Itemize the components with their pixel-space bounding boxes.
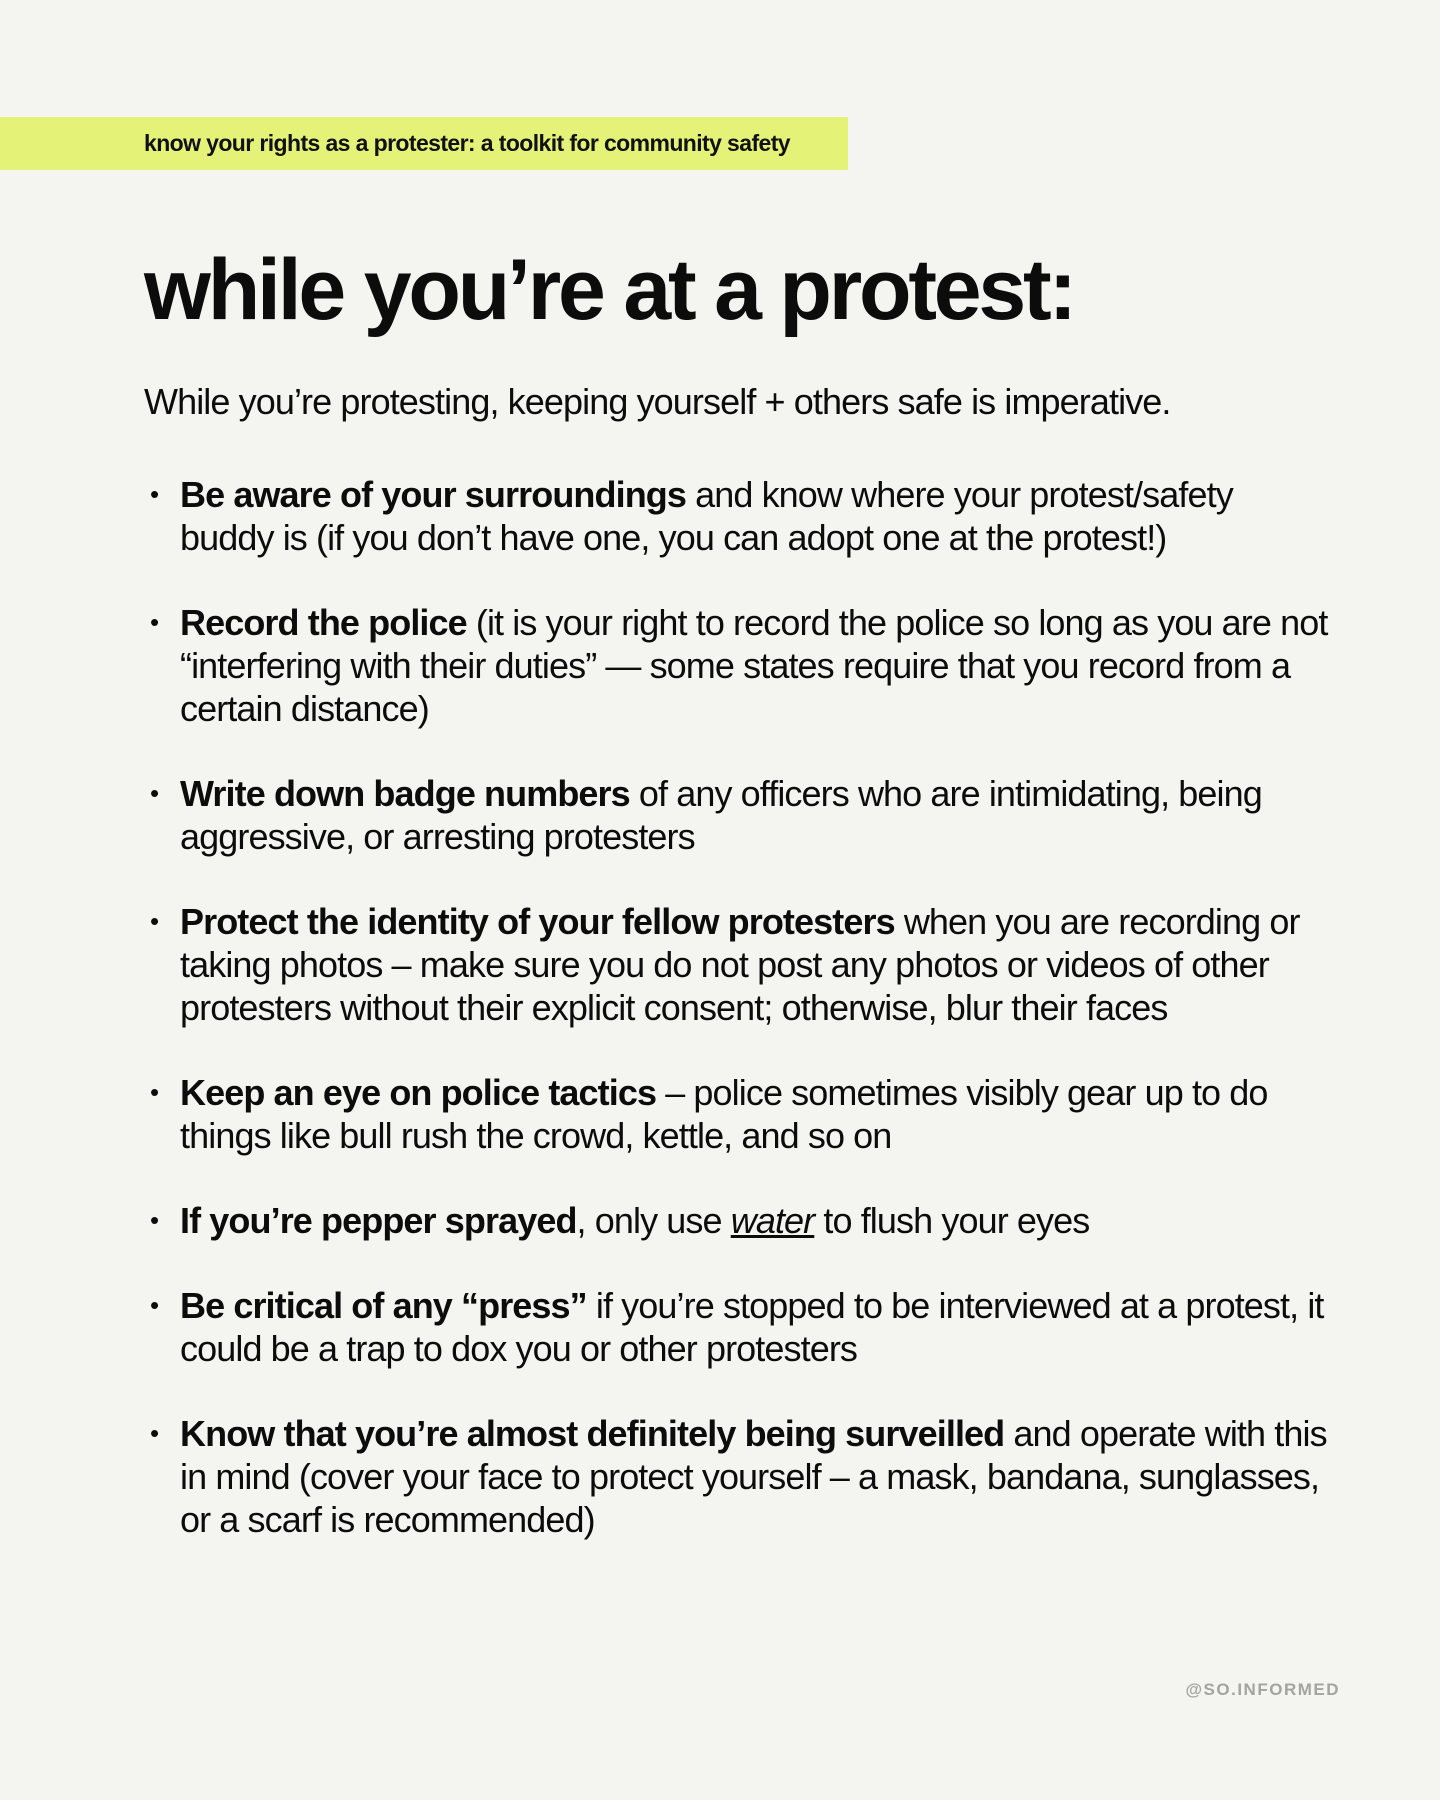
tip-body: – police sometimes visibly gear up to do things like bull rush the crowd, kettle, and so on xyxy=(180,1072,1268,1156)
tip-item-pepper-spray xyxy=(180,1199,1330,1242)
tip-body: if you’re stopped to be interviewed at a protest, it could be a trap to dox you or other protesters xyxy=(180,1285,1324,1369)
header-banner xyxy=(0,117,848,170)
tip-item-awareness xyxy=(180,473,1330,559)
tip-heading: Keep an eye on police tactics xyxy=(180,1072,657,1113)
page-title: while you’re at a protest: xyxy=(144,242,1074,338)
tip-body: of any officers who are intimidating, being aggressive, or arresting protesters xyxy=(180,773,1262,857)
tip-item-surveillance xyxy=(180,1412,1330,1541)
tip-item-press xyxy=(180,1284,1330,1370)
account-handle: @SO.INFORMED xyxy=(1185,1680,1340,1699)
tip-item-police-tactics xyxy=(180,1071,1330,1157)
intro-text: While you’re protesting, keeping yourself + others safe is imperative. xyxy=(144,381,1171,422)
tip-body: when you are recording or taking photos – make sure you do not post any photos or videos of other protesters without their explicit consent; otherwise, blur their faces xyxy=(180,901,1300,1028)
tip-body: and operate with this in mind (cover your face to protect yourself – a mask, bandana, sunglasses, or a scarf is recommended) xyxy=(180,1413,1327,1540)
tip-heading: Be critical of any “press” xyxy=(180,1285,587,1326)
tip-body: and know where your protest/safety buddy is (if you don’t have one, you can adopt one at the protest!) xyxy=(180,474,1233,558)
tip-body: (it is your right to record the police so long as you are not “interfering with their duties” — some states require that you record from a certain distance) xyxy=(180,602,1328,729)
tip-heading: Know that you’re almost definitely being surveilled xyxy=(180,1413,1005,1454)
banner-text: know your rights as a protester: a toolkit for community safety xyxy=(144,130,790,156)
tip-item-badge-numbers xyxy=(180,772,1330,858)
tip-heading: Be aware of your surroundings xyxy=(180,474,686,515)
tip-heading: Write down badge numbers xyxy=(180,773,630,814)
tips-list xyxy=(180,473,1330,1583)
tip-emphasis: water xyxy=(730,1200,815,1241)
tip-heading: If you’re pepper sprayed xyxy=(180,1200,577,1241)
tip-body: to flush your eyes xyxy=(814,1200,1090,1241)
tip-heading: Record the police xyxy=(180,602,467,643)
tip-body: , only use xyxy=(576,1200,731,1241)
tip-item-record-police xyxy=(180,601,1330,730)
tip-heading: Protect the identity of your fellow protesters xyxy=(180,901,895,942)
tip-item-protect-identity xyxy=(180,900,1330,1029)
